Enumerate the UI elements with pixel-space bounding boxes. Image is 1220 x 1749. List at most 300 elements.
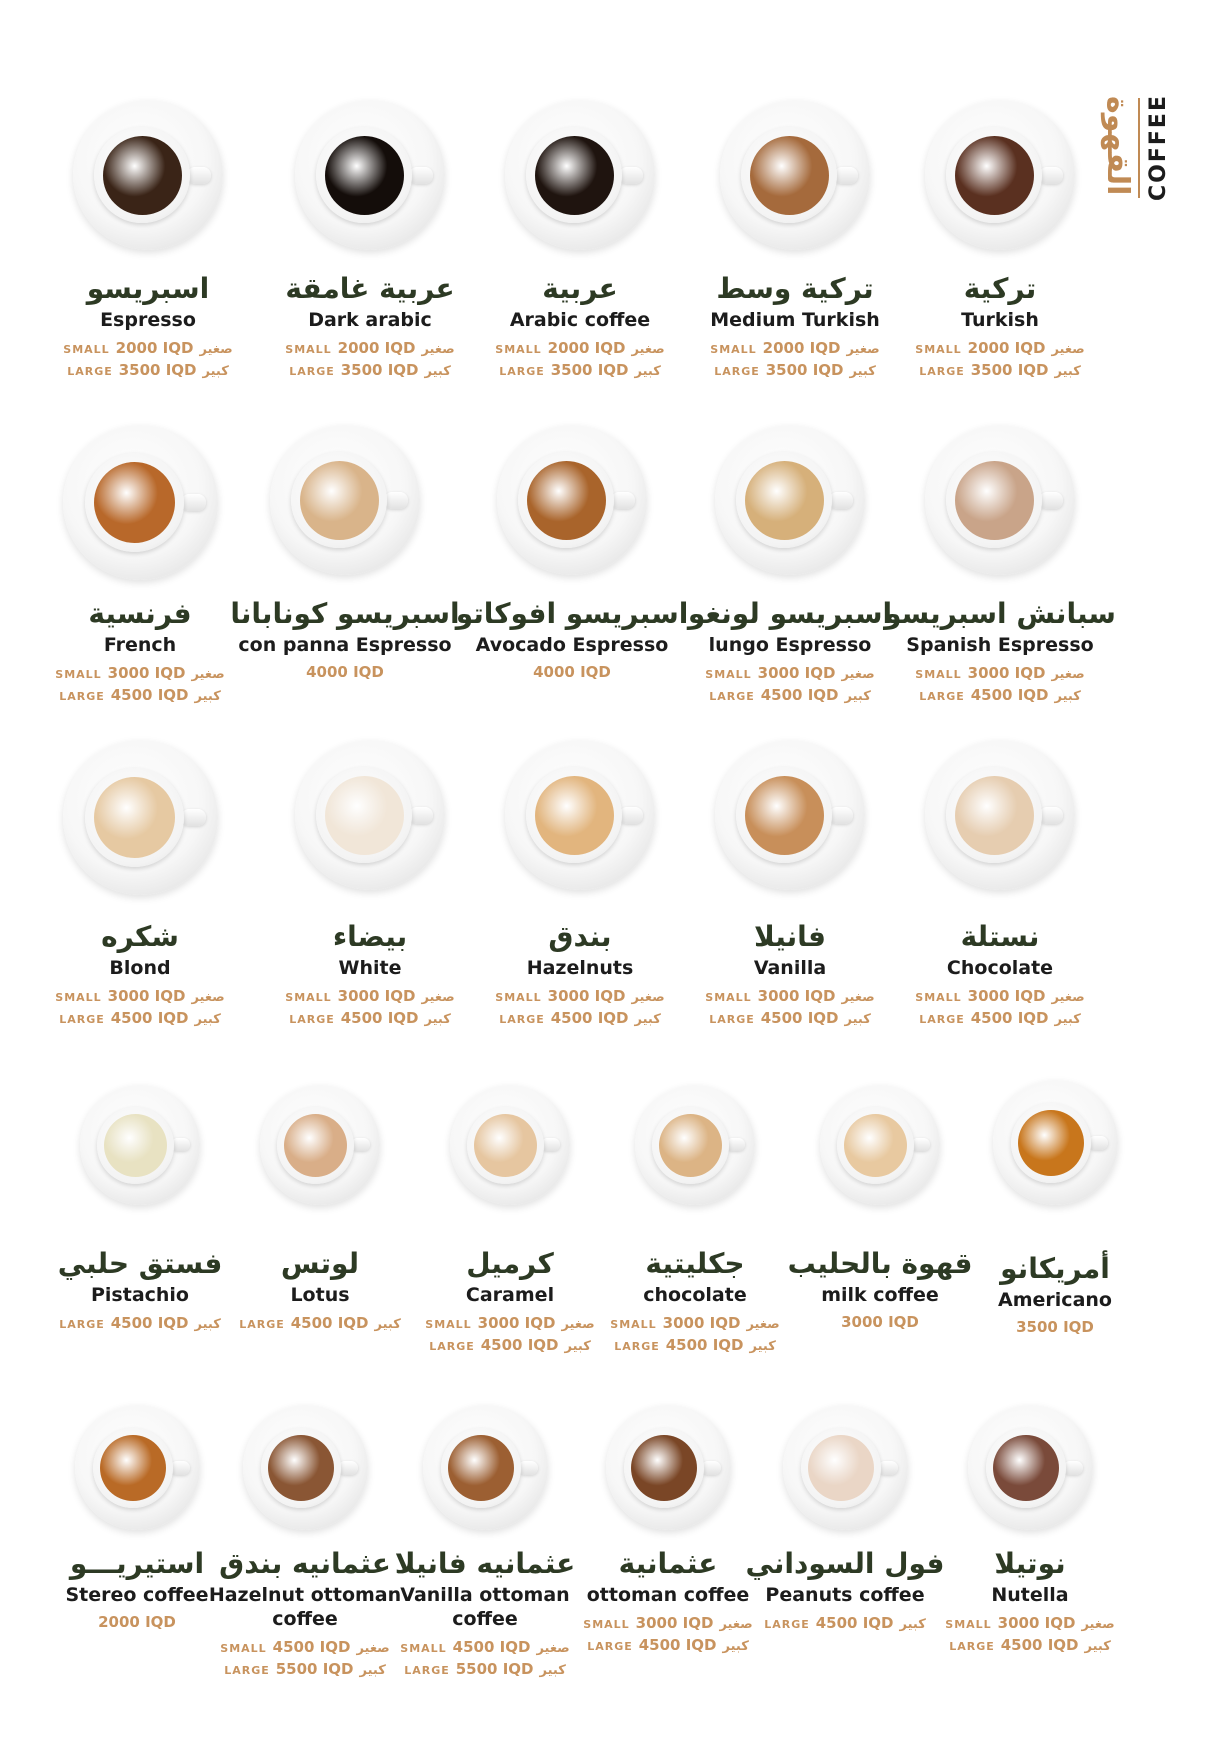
cup-handle — [181, 809, 206, 826]
cup-rim — [986, 1428, 1066, 1508]
price-value: 3000 IQD — [997, 1614, 1076, 1632]
item-name-en: Hazelnuts — [526, 957, 634, 979]
coffee-cup-image — [270, 425, 420, 575]
item-name-en: con panna Espresso — [238, 634, 452, 656]
coffee-surface — [448, 1435, 514, 1501]
price-large — [919, 685, 1081, 707]
menu-item — [30, 595, 250, 707]
price-value: 3500 IQD — [1016, 1318, 1094, 1336]
item-name-en: Avocado Espresso — [475, 634, 669, 656]
coffee-cup-image — [63, 740, 218, 895]
menu-item — [680, 595, 900, 707]
menu-item — [470, 918, 690, 1030]
coffee-cup-image — [606, 1405, 731, 1530]
item-name-ar: اسبريسو افوكاتو — [455, 597, 689, 630]
menu-item — [30, 918, 250, 1030]
item-name-en-line: Hazelnut ottoman — [208, 1584, 402, 1606]
cup-rim — [741, 127, 837, 223]
price-value: 3000 IQD — [967, 987, 1046, 1005]
cup-rim — [316, 127, 412, 223]
size-label-ar: كبير — [844, 689, 871, 704]
coffee-surface — [631, 1435, 697, 1501]
cup-rim — [94, 127, 190, 223]
price-small — [915, 338, 1084, 360]
cup-rim — [624, 1428, 704, 1508]
item-name-ar: جكليتية — [645, 1247, 745, 1280]
item-name-ar: اسبريسو لونغو — [687, 597, 893, 630]
price-small — [610, 1313, 779, 1335]
price-value: 4500 IQD — [760, 1009, 839, 1027]
price-large — [709, 1008, 871, 1030]
size-label-en: SMALL — [710, 343, 757, 356]
price-small — [55, 663, 224, 685]
size-label-ar: صغير — [1081, 1617, 1115, 1632]
size-label-ar: كبير — [202, 364, 229, 379]
price-small — [945, 1613, 1114, 1635]
size-label-en: LARGE — [67, 365, 113, 378]
price-large — [67, 360, 229, 382]
price-large — [289, 1008, 451, 1030]
cup-handle — [338, 1461, 358, 1475]
size-label-en: SMALL — [915, 991, 962, 1004]
cup-rim — [291, 452, 387, 548]
size-label-en: LARGE — [919, 1013, 965, 1026]
item-name-en: chocolate — [643, 1284, 747, 1306]
coffee-surface — [268, 1435, 334, 1501]
cup-rim — [946, 767, 1042, 863]
price-large — [59, 1008, 221, 1030]
size-label-en: SMALL — [425, 1318, 472, 1331]
price-large — [429, 1335, 591, 1357]
size-label-en: SMALL — [915, 343, 962, 356]
size-label-ar: كبير — [844, 1012, 871, 1027]
size-label-en: LARGE — [404, 1664, 450, 1677]
item-name-en: Espresso — [100, 309, 196, 331]
coffee-surface — [104, 1114, 167, 1177]
size-label-ar: كبير — [1084, 1639, 1111, 1654]
size-label-en: LARGE — [614, 1340, 660, 1353]
price-small — [705, 663, 874, 685]
price-large — [949, 1635, 1111, 1657]
size-label-ar: كبير — [722, 1639, 749, 1654]
item-name-ar: عثمانية — [618, 1547, 718, 1580]
size-label-ar: صغير — [191, 667, 225, 682]
price-value: 4500 IQD — [760, 686, 839, 704]
size-label-en: LARGE — [239, 1318, 285, 1331]
price-value: 2000 IQD — [547, 339, 626, 357]
header-title-en: COFFEE — [1146, 94, 1171, 201]
price-small — [915, 986, 1084, 1008]
item-name-en: Arabic coffee — [509, 309, 651, 331]
price-large — [239, 1313, 401, 1335]
cup-handle — [1039, 167, 1063, 184]
coffee-surface — [94, 462, 175, 543]
price-value: 3000 IQD — [107, 664, 186, 682]
coffee-surface — [300, 461, 379, 540]
price-value: 4500 IQD — [340, 1009, 419, 1027]
price-value: 5500 IQD — [455, 1660, 534, 1678]
cup-rim — [85, 453, 184, 552]
size-label-ar: صغير — [1051, 990, 1085, 1005]
size-label-en: LARGE — [919, 365, 965, 378]
cup-handle — [1063, 1461, 1083, 1475]
price-large — [919, 360, 1081, 382]
item-name-ar: عربية غامقة — [285, 272, 455, 305]
size-label-en: SMALL — [610, 1318, 657, 1331]
cup-rim — [1011, 1103, 1091, 1183]
item-name-ar: شكره — [101, 920, 179, 953]
menu-item — [260, 270, 480, 382]
menu-item — [920, 1545, 1140, 1657]
cup-handle — [1039, 807, 1063, 824]
cup-rim — [526, 127, 622, 223]
price-value: 4500 IQD — [452, 1638, 531, 1656]
coffee-cup-image — [968, 1405, 1093, 1530]
price-large — [289, 360, 451, 382]
price-large — [919, 1008, 1081, 1030]
cup-rim — [316, 767, 412, 863]
coffee-surface — [103, 136, 182, 215]
size-label-ar: كبير — [424, 1012, 451, 1027]
price-value: 3000 IQD — [841, 1313, 919, 1331]
item-name-en: Medium Turkish — [710, 309, 880, 331]
size-label-ar: كبير — [634, 364, 661, 379]
coffee-surface — [535, 136, 614, 215]
price-small — [285, 338, 454, 360]
price-large — [404, 1659, 566, 1681]
coffee-cup-image — [63, 425, 218, 580]
size-label-en: SMALL — [583, 1618, 630, 1631]
coffee-cup-image — [993, 1080, 1118, 1205]
coffee-cup-image — [925, 100, 1075, 250]
size-label-ar: كبير — [564, 1339, 591, 1354]
size-label-ar: صغير — [191, 990, 225, 1005]
size-label-en: LARGE — [289, 1013, 335, 1026]
cup-rim — [736, 452, 832, 548]
item-name-ar: فرنسية — [88, 597, 192, 630]
cup-rim — [467, 1107, 544, 1184]
price-value: 3500 IQD — [340, 361, 419, 379]
price-value: 4500 IQD — [110, 1314, 189, 1332]
item-name-ar: استيريـــو — [69, 1547, 205, 1580]
item-name-ar: عربية — [542, 272, 618, 305]
item-name-en: Stereo coffee — [65, 1584, 209, 1606]
item-name-en: White — [338, 957, 402, 979]
price-small — [425, 1313, 594, 1335]
coffee-cup-image — [720, 100, 870, 250]
size-label-ar: صغير — [841, 990, 875, 1005]
item-name-ar: اسبريسو كونابانا — [230, 597, 460, 630]
price-value: 2000 IQD — [762, 339, 841, 357]
coffee-surface — [325, 136, 404, 215]
coffee-surface — [100, 1435, 166, 1501]
price-value: 3500 IQD — [550, 361, 629, 379]
coffee-cup-image — [80, 1085, 200, 1205]
size-label-en: SMALL — [285, 343, 332, 356]
price-small — [285, 986, 454, 1008]
size-label-en: SMALL — [63, 343, 110, 356]
size-label-en: SMALL — [55, 991, 102, 1004]
item-name-ar: نستلة — [960, 920, 1040, 953]
cup-rim — [85, 768, 184, 867]
header-title-ar: القهوة — [1100, 96, 1135, 196]
item-name-ar: اسبريسو — [86, 272, 210, 305]
coffee-cup-image — [505, 740, 655, 890]
price-value: 4000 IQD — [306, 663, 384, 681]
size-label-ar: صغير — [421, 990, 455, 1005]
item-name-en: Caramel — [465, 1284, 555, 1306]
coffee-surface — [284, 1114, 347, 1177]
menu-item — [890, 918, 1110, 1030]
cup-handle — [1088, 1136, 1108, 1150]
item-name-en-line: Vanilla ottoman — [400, 1584, 570, 1606]
item-name-ar: تركية — [963, 272, 1037, 305]
cup-rim — [518, 452, 614, 548]
price-value: 4500 IQD — [1000, 1636, 1079, 1654]
size-label-ar: كبير — [424, 364, 451, 379]
cup-handle — [518, 1461, 538, 1475]
price-value: 3500 IQD — [970, 361, 1049, 379]
size-label-ar: كبير — [849, 364, 876, 379]
size-label-en: LARGE — [59, 1013, 105, 1026]
item-name-ar: نوتيلا — [994, 1547, 1066, 1580]
menu-item — [685, 270, 905, 382]
coffee-cup-image — [295, 100, 445, 250]
size-label-ar: كبير — [1054, 364, 1081, 379]
menu-item — [890, 270, 1110, 382]
cup-rim — [261, 1428, 341, 1508]
cup-rim — [837, 1107, 914, 1184]
size-label-en: SMALL — [220, 1642, 267, 1655]
size-label-ar: كبير — [899, 1617, 926, 1632]
size-label-ar: صغير — [1051, 667, 1085, 682]
size-label-en: LARGE — [499, 1013, 545, 1026]
item-name-en: Nutella — [991, 1584, 1069, 1606]
cup-handle — [619, 167, 643, 184]
menu-item — [680, 918, 900, 1030]
size-label-ar: كبير — [374, 1317, 401, 1332]
coffee-surface — [1018, 1110, 1084, 1176]
coffee-cup-image — [715, 425, 865, 575]
price-large — [499, 360, 661, 382]
size-label-en: LARGE — [764, 1618, 810, 1631]
menu-item — [470, 270, 690, 382]
size-label-ar: صغير — [561, 1317, 595, 1332]
cup-rim — [441, 1428, 521, 1508]
size-label-ar: صغير — [631, 990, 665, 1005]
coffee-cup-image — [820, 1085, 940, 1205]
item-name-ar: بندق — [548, 920, 612, 953]
coffee-surface — [659, 1114, 722, 1177]
price-large — [59, 685, 221, 707]
size-label-ar: صغير — [356, 1641, 390, 1656]
coffee-cup-image — [450, 1085, 570, 1205]
cup-rim — [97, 1107, 174, 1184]
size-label-ar: كبير — [1054, 689, 1081, 704]
price-small — [400, 1637, 569, 1659]
size-label-en: SMALL — [705, 668, 752, 681]
item-name-en: Turkish — [961, 309, 1039, 331]
item-name-en: lungo Espresso — [708, 634, 872, 656]
coffee-surface — [745, 461, 824, 540]
coffee-cup-image — [715, 740, 865, 890]
cup-handle — [187, 167, 211, 184]
size-label-en: LARGE — [289, 365, 335, 378]
price-small — [495, 986, 664, 1008]
price-value: 2000 IQD — [967, 339, 1046, 357]
size-label-ar: كبير — [194, 1317, 221, 1332]
cup-handle — [181, 494, 206, 511]
coffee-surface — [844, 1114, 907, 1177]
coffee-cup-image — [75, 1405, 200, 1530]
cup-handle — [829, 492, 853, 509]
size-label-en: LARGE — [59, 690, 105, 703]
price-value: 3000 IQD — [477, 1314, 556, 1332]
coffee-surface — [325, 776, 404, 855]
price-small — [220, 1637, 389, 1659]
price-value: 4500 IQD — [550, 1009, 629, 1027]
cup-rim — [277, 1107, 354, 1184]
item-name-en: ottoman coffee — [586, 1584, 750, 1606]
price-value: 3000 IQD — [967, 664, 1046, 682]
item-name-ar: قهوة بالحليب — [787, 1247, 973, 1280]
cup-rim — [946, 452, 1042, 548]
size-label-en: SMALL — [705, 991, 752, 1004]
item-name-en: Chocolate — [946, 957, 1054, 979]
price-value: 3000 IQD — [757, 664, 836, 682]
size-label-ar: صغير — [536, 1641, 570, 1656]
item-name-en: Pistachio — [90, 1284, 189, 1306]
cup-handle — [611, 492, 635, 509]
cup-handle — [619, 807, 643, 824]
price-value: 4500 IQD — [970, 1009, 1049, 1027]
coffee-cup-image — [243, 1405, 368, 1530]
coffee-surface — [745, 776, 824, 855]
coffee-cup-image — [423, 1405, 548, 1530]
price-value: 4500 IQD — [110, 1009, 189, 1027]
item-name-ar: بيضاء — [332, 920, 408, 953]
size-label-ar: صغير — [631, 342, 665, 357]
coffee-cup-image — [635, 1085, 755, 1205]
size-label-en: LARGE — [919, 690, 965, 703]
size-label-en: SMALL — [495, 991, 542, 1004]
size-label-ar: صغير — [846, 342, 880, 357]
size-label-ar: صغير — [841, 667, 875, 682]
price-small — [63, 338, 232, 360]
cup-handle — [170, 1461, 190, 1475]
item-name-ar: فستق حلبي — [57, 1247, 223, 1280]
price-large — [714, 360, 876, 382]
coffee-surface — [750, 136, 829, 215]
item-name-en: French — [103, 634, 177, 656]
coffee-surface — [955, 776, 1034, 855]
size-label-ar: كبير — [194, 689, 221, 704]
menu-item — [455, 595, 689, 683]
price-large — [59, 1313, 221, 1335]
item-name-en: Blond — [109, 957, 171, 979]
coffee-surface — [955, 136, 1034, 215]
price-value: 4500 IQD — [480, 1336, 559, 1354]
coffee-surface — [808, 1435, 874, 1501]
size-label-en: SMALL — [495, 343, 542, 356]
size-label-en: SMALL — [945, 1618, 992, 1631]
size-label-ar: صغير — [199, 342, 233, 357]
price-small — [705, 986, 874, 1008]
price-small — [495, 338, 664, 360]
item-name-en — [400, 1583, 569, 1631]
menu-item — [884, 595, 1116, 707]
coffee-cup-image — [260, 1085, 380, 1205]
item-name-en: Peanuts coffee — [765, 1584, 925, 1606]
cup-handle — [409, 167, 433, 184]
price-value: 5500 IQD — [275, 1660, 354, 1678]
item-name-en: Vanilla — [753, 957, 827, 979]
cup-rim — [93, 1428, 173, 1508]
item-name-ar: سبانش اسبريسو — [884, 597, 1116, 630]
price-value: 3000 IQD — [635, 1614, 714, 1632]
item-name-en: Lotus — [290, 1284, 350, 1306]
item-name-en: Americano — [998, 1289, 1112, 1311]
item-name-ar: لوتس — [280, 1247, 360, 1280]
size-label-ar: كبير — [749, 1339, 776, 1354]
cup-rim — [736, 767, 832, 863]
menu-item — [260, 918, 480, 1030]
cup-handle — [878, 1461, 898, 1475]
coffee-surface — [94, 777, 175, 858]
size-label-en: LARGE — [499, 365, 545, 378]
item-name-en-line: coffee — [272, 1608, 338, 1630]
item-name-en — [209, 1583, 401, 1631]
size-label-en: SMALL — [915, 668, 962, 681]
size-label-en: LARGE — [714, 365, 760, 378]
size-label-ar: كبير — [634, 1012, 661, 1027]
item-name-ar: كرميل — [466, 1247, 554, 1280]
size-label-en: LARGE — [224, 1664, 270, 1677]
cup-rim — [526, 767, 622, 863]
price-small — [55, 986, 224, 1008]
price-large — [709, 685, 871, 707]
price-large — [499, 1008, 661, 1030]
coffee-cup-image — [925, 740, 1075, 890]
coffee-surface — [474, 1114, 537, 1177]
coffee-surface — [527, 461, 606, 540]
item-name-en: Dark arabic — [308, 309, 432, 331]
size-label-ar: كبير — [359, 1663, 386, 1678]
price-value: 3000 IQD — [107, 987, 186, 1005]
coffee-surface — [955, 461, 1034, 540]
menu-header — [1100, 90, 1180, 200]
item-name-en: Spanish Espresso — [906, 634, 1094, 656]
size-label-ar: صغير — [746, 1317, 780, 1332]
price-value: 3500 IQD — [765, 361, 844, 379]
item-name-en-line: coffee — [452, 1608, 518, 1630]
size-label-en: LARGE — [59, 1318, 105, 1331]
size-label-en: SMALL — [55, 668, 102, 681]
cup-handle — [409, 807, 433, 824]
size-label-ar: صغير — [719, 1617, 753, 1632]
price-large — [764, 1613, 926, 1635]
coffee-cup-image — [505, 100, 655, 250]
price-value: 3000 IQD — [662, 1314, 741, 1332]
menu-item — [38, 270, 258, 382]
size-label-en: LARGE — [709, 1013, 755, 1026]
coffee-cup-image — [925, 425, 1075, 575]
price-small — [583, 1613, 752, 1635]
cup-rim — [652, 1107, 729, 1184]
cup-handle — [1039, 492, 1063, 509]
cup-handle — [834, 167, 858, 184]
price-value: 2000 IQD — [337, 339, 416, 357]
